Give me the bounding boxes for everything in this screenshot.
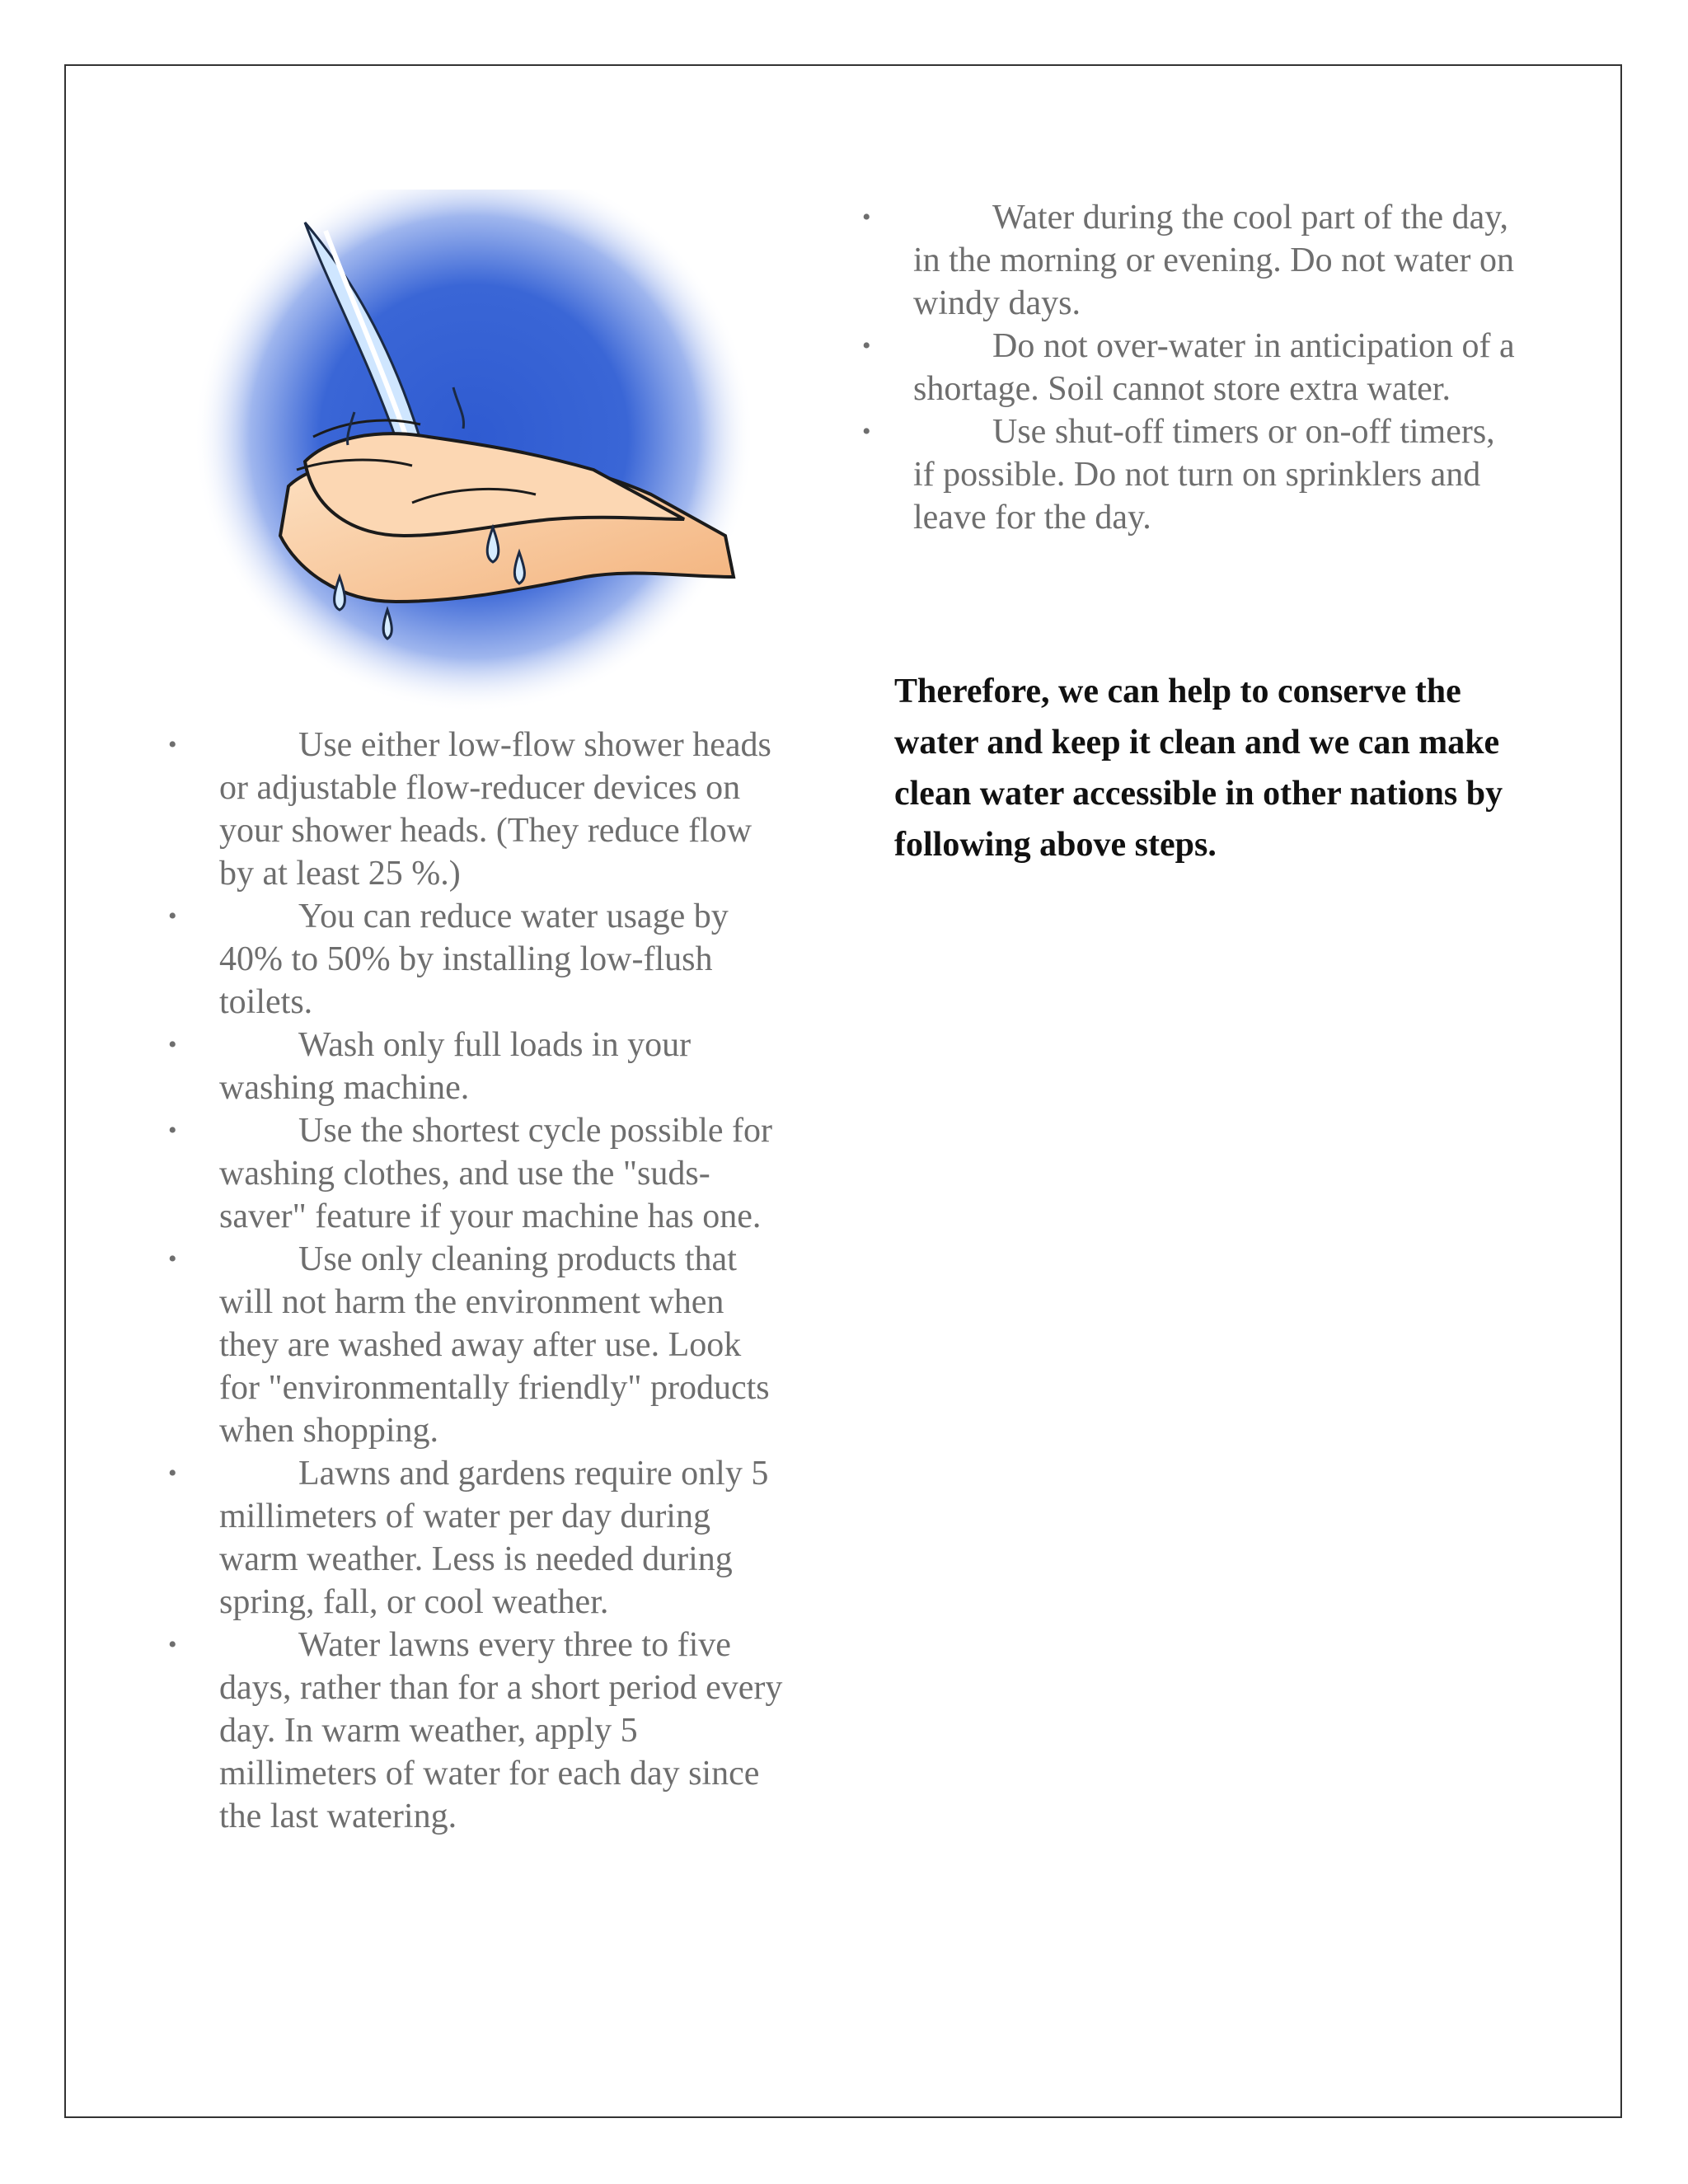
- list-item: [162, 1109, 788, 1238]
- list-item: [162, 895, 788, 1024]
- tip-text: Do not over-water in anticipation of a shortage. Soil cannot store extra water.: [913, 327, 1515, 408]
- left-column: [162, 724, 788, 1838]
- list-item: [856, 325, 1515, 410]
- tip-text: Water lawns every three to five days, rather than for a short period every day. In warm weather, apply 5 millimeters of water for each day since the last watering.: [219, 1626, 783, 1835]
- list-item: [162, 1024, 788, 1109]
- tip-text: Use only cleaning products that will not harm the environment when they are washed away after use. Look for "environmentally friendly" products when shopping.: [219, 1240, 770, 1450]
- tip-text: Lawns and gardens require only 5 millimeters of water per day during warm weather. Less is needed during spring, fall, or cool weather.: [219, 1455, 769, 1621]
- tip-text: Use shut-off timers or on-off timers, if possible. Do not turn on sprinklers and leave for the day.: [913, 413, 1495, 537]
- tip-text: Use the shortest cycle possible for washing clothes, and use the "suds-saver" feature if your machine has one.: [219, 1112, 773, 1235]
- right-column: [856, 196, 1515, 539]
- list-item: [162, 724, 788, 895]
- list-item: [162, 1238, 788, 1452]
- left-tip-list: [162, 724, 788, 1838]
- tip-text: Wash only full loads in your washing machine.: [219, 1026, 692, 1107]
- right-tip-list: [856, 196, 1515, 539]
- list-item: [162, 1624, 788, 1838]
- tip-text: You can reduce water usage by 40% to 50% by installing low-flush toilets.: [219, 898, 729, 1021]
- conclusion-paragraph: Therefore, we can help to conserve the water and keep it clean and we can make clean water accessible in other nations by following above steps.: [894, 673, 1503, 864]
- tip-text: Water during the cool part of the day, in the morning or evening. Do not water on windy days.: [913, 199, 1515, 322]
- list-item: [162, 1452, 788, 1624]
- list-item: [856, 196, 1515, 325]
- list-item: [856, 410, 1515, 539]
- hands-water-icon: [190, 190, 750, 725]
- tip-text: Use either low-flow shower heads or adjustable flow-reducer devices on your shower heads. (They reduce flow by at least 25 %.): [219, 726, 771, 893]
